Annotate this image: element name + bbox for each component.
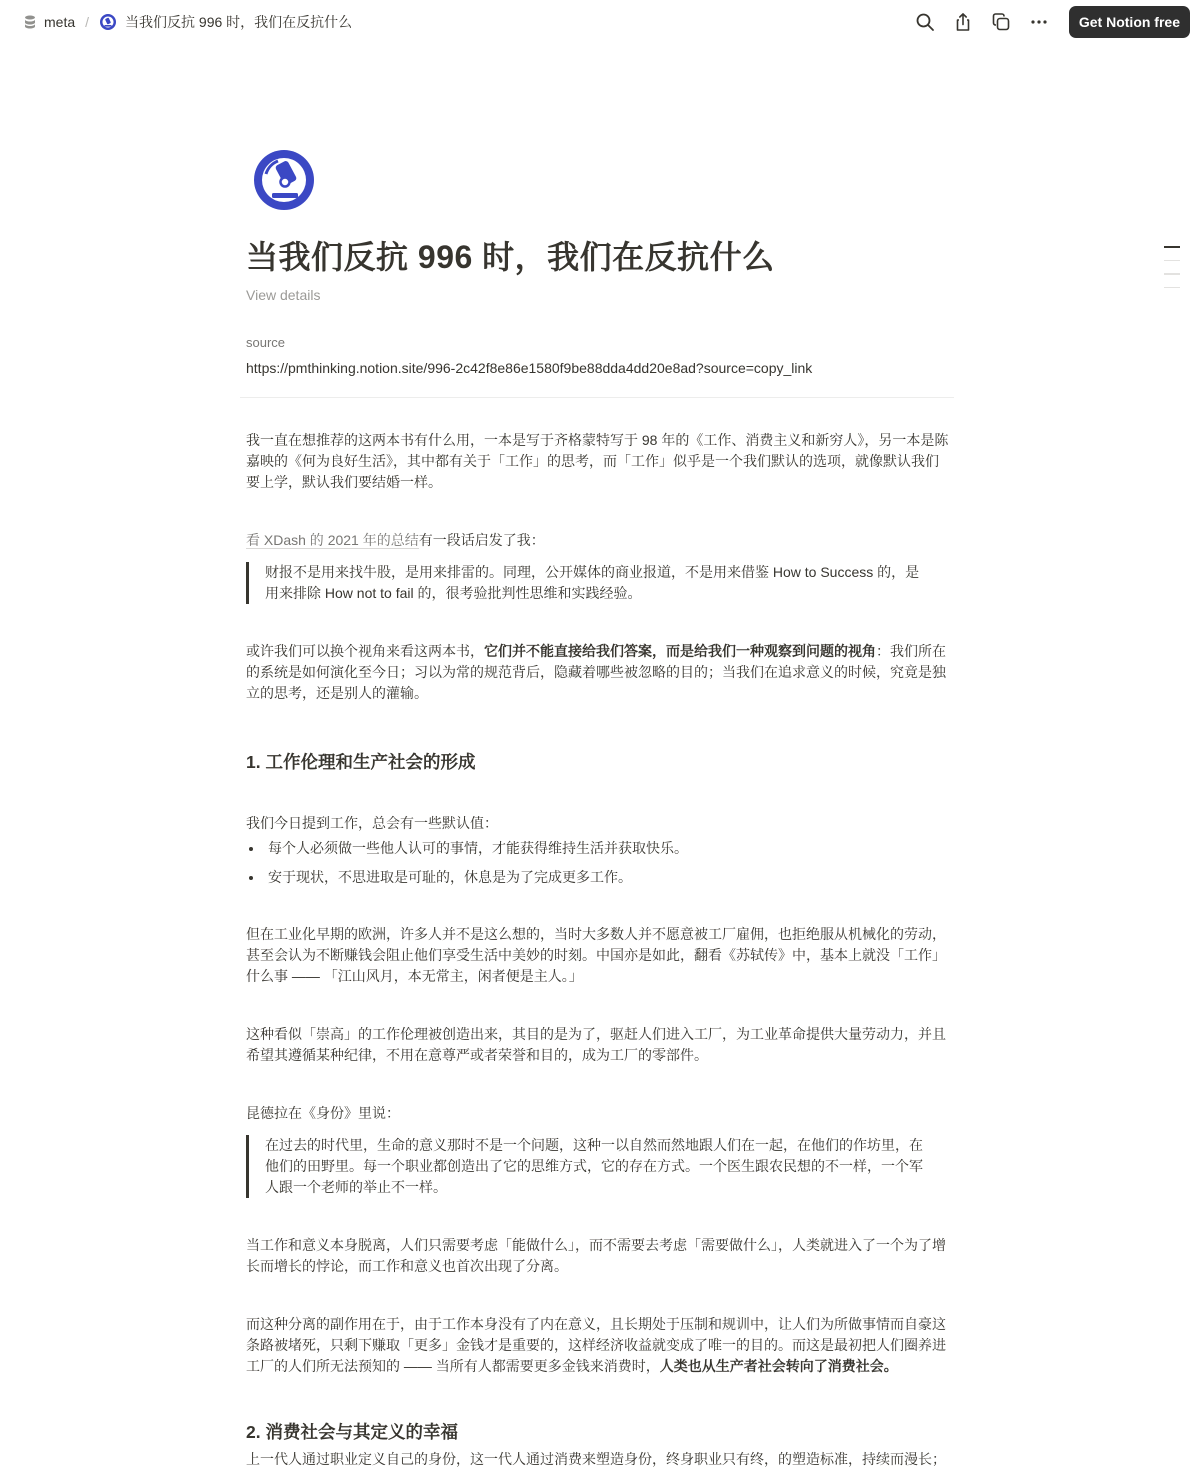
paragraph-text: 而这种分离的副作用在于，由于工作本身没有了内在意义，且长期处于压制和规训中，让人们为所做事情而自豪这条路被堵死，只剩下赚取「更多」金钱才是重要的，这样经济收益就变成了唯一的目的。而这是最初把人们圈养进工厂的人们所无法预知的 —— 当所有人都需要更多金钱来消费时，: [246, 1316, 946, 1374]
breadcrumb-separator: /: [85, 14, 90, 30]
paragraph: 当工作和意义本身脱离，人们只需要考虑「能做什么」，而不需要去考虑「需要做什么」，人类就进入了一个为了增长而增长的悖论，而工作和意义也首次出现了分离。: [246, 1237, 946, 1274]
inline-link[interactable]: 看 XDash 的 2021 年的总结: [246, 532, 419, 548]
paragraph: 我们今日提到工作，总会有一些默认值：: [246, 815, 498, 831]
paragraph: [246, 530, 952, 551]
list-item: • 每个人必须做一些他人认可的事情，才能获得维持生活并获取快乐。: [264, 838, 952, 859]
paragraph-text: 有一段话启发了我：: [418, 532, 545, 548]
section-heading: 2. 消费社会与其定义的幸福: [246, 1422, 458, 1442]
top-actions: [911, 0, 1190, 44]
paragraph: 但在工业化早期的欧洲，许多人并不是这么想的，当时大多数人并不愿意被工厂雇佣，也拒绝服从机械化的劳动，甚至会认为不断赚钱会阻止他们享受生活中美妙的时刻。中国亦是如此，翻看《苏轼传》中，基本上就没「工作」什么事 —— 「江山风月，本无常主，闲者便是主人。」: [246, 926, 946, 984]
duplicate-icon: [991, 12, 1011, 32]
toc-marker[interactable]: [1164, 273, 1180, 275]
page-body: [246, 430, 952, 1470]
search-button[interactable]: [911, 8, 939, 36]
paragraph: [246, 1314, 952, 1377]
page-icon[interactable]: [252, 148, 316, 212]
share-button[interactable]: [949, 8, 977, 36]
table-of-contents[interactable]: [1164, 246, 1180, 300]
page-header: [246, 148, 954, 376]
more-icon: [1029, 12, 1049, 32]
list-item: • 安于现状，不思进取是可耻的，休息是为了完成更多工作。: [264, 867, 952, 888]
duplicate-button[interactable]: [987, 8, 1015, 36]
top-bar: [0, 0, 1200, 44]
paragraph: 这种看似「崇高」的工作伦理被创造出来，其目的是为了，驱赶人们进入工厂，为工业革命提供大量劳动力，并且希望其遵循某种纪律，不用在意尊严或者荣誉和目的，成为工厂的零部件。: [246, 1026, 946, 1063]
breadcrumb-page-label: 当我们反抗 996 时，我们在反抗什么: [125, 14, 353, 30]
bulleted-list: [246, 838, 952, 888]
blockquote: 财报不是用来找牛股，是用来排雷的。同理，公开媒体的商业报道，不是用来借鉴 How to Success 的，是用来排除 How not to fail 的，很考验批判性思维和实践经验。: [246, 562, 952, 604]
database-icon: [22, 14, 38, 30]
breadcrumb: [18, 0, 356, 44]
bold-text: 它们并不能直接给我们答案，而是给我们一种观察到问题的视角: [484, 643, 876, 659]
toc-marker[interactable]: [1164, 260, 1180, 262]
toc-marker-active[interactable]: [1164, 246, 1180, 248]
property-value-link[interactable]: https://pmthinking.notion.site/996-2c42f8e86e1580f9be88dda4dd20e8ad?source=copy_link: [246, 360, 813, 376]
search-icon: [915, 12, 935, 32]
toc-marker[interactable]: [1164, 287, 1180, 289]
header-divider: [240, 397, 954, 398]
get-notion-free-button[interactable]: Get Notion free: [1069, 6, 1190, 38]
breadcrumb-workspace-label: meta: [44, 14, 76, 30]
share-icon: [953, 12, 973, 32]
breadcrumb-workspace[interactable]: [18, 12, 79, 32]
paragraph: 昆德拉在《身份》里说：: [246, 1105, 400, 1121]
paragraph-text: 或许我们可以换个视角来看这两本书，: [246, 643, 484, 659]
paragraph: [246, 641, 952, 704]
section-heading: 1. 工作伦理和生产社会的形成: [246, 752, 476, 772]
bold-text: 人类也从生产者社会转向了消费社会。: [659, 1358, 898, 1374]
more-button[interactable]: [1025, 8, 1053, 36]
paragraph-text: ：我们所在的系统是如何演化至今日；习以为常的规范背后，隐藏着哪些被忽略的目的；当我们在追求意义的时候，究竟是独立的思考，还是别人的灌输。: [246, 643, 946, 701]
paragraph: 上一代人通过职业定义自己的身份，这一代人通过消费来塑造身份，终身职业只有终，的塑造标准，持续而漫长；: [246, 1451, 946, 1467]
blockquote: 在过去的时代里，生命的意义那时不是一个问题，这种一以自然而然地跟人们在一起，在他们的作坊里，在他们的田野里。每一个职业都创造出了它的思维方式，它的存在方式。一个医生跟农民想的不一样，一个军人跟一个老师的举止不一样。: [246, 1135, 952, 1198]
breadcrumb-page[interactable]: [95, 10, 356, 34]
page-logo-icon: [99, 13, 117, 31]
paragraph: 我一直在想推荐的这两本书有什么用，一本是写于齐格蒙特写于 98 年的《工作、消费主义和新穷人》，另一本是陈嘉映的《何为良好生活》，其中都有关于「工作」的思考，而「工作」似乎是一个我们默认的选项，就像默认我们要上学，默认我们要结婚一样。: [246, 432, 949, 490]
view-details-link[interactable]: View details: [246, 287, 321, 303]
page-title: 当我们反抗 996 时，我们在反抗什么: [246, 239, 775, 275]
property-label: source: [246, 335, 286, 350]
